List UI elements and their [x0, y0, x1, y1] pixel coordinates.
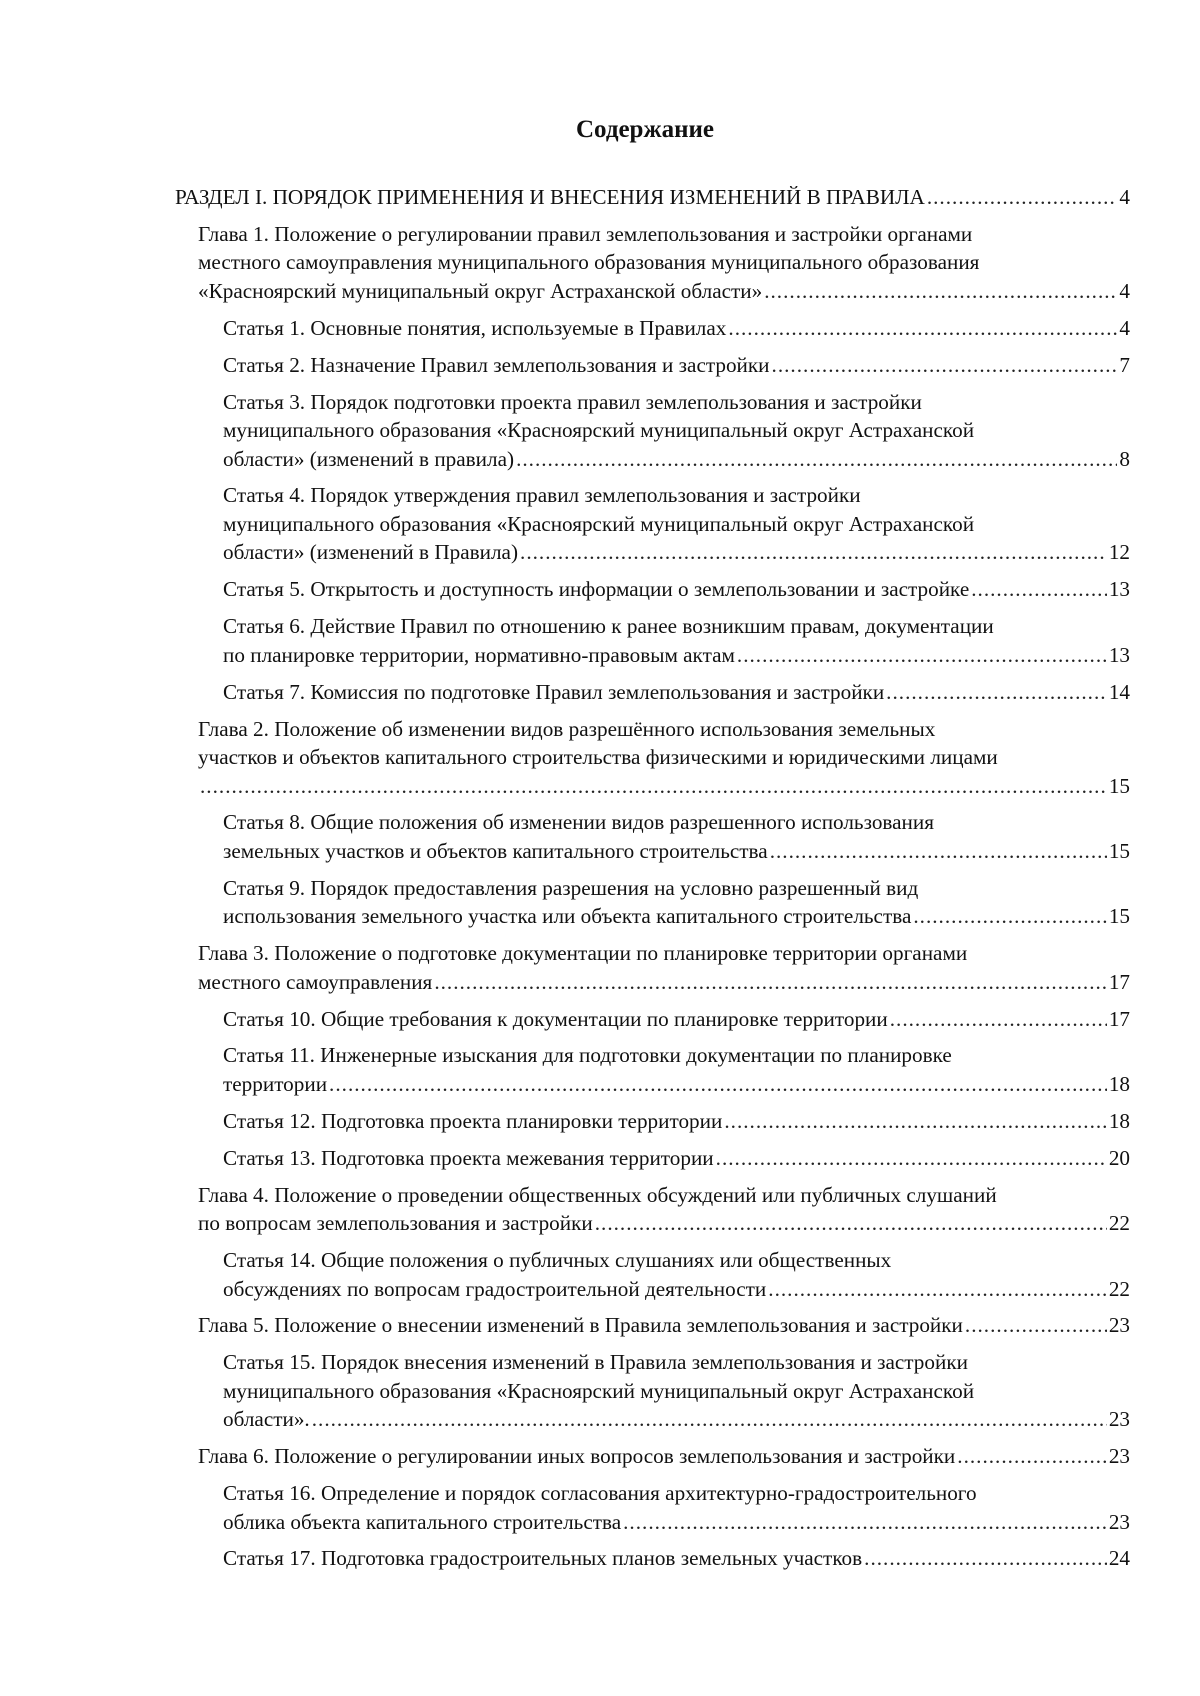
toc-entry-last-line: [223, 1508, 1130, 1537]
dot-leader: [312, 1405, 1107, 1434]
dot-leader: [890, 1005, 1107, 1034]
toc-entry-last-line: [223, 902, 1130, 931]
toc-entry-line: Статья 16. Определение и порядок согласования архитектурно-градостроительного: [223, 1481, 977, 1506]
toc-article-entry[interactable]: [223, 388, 1130, 474]
dot-leader: [764, 277, 1117, 306]
dot-leader: [329, 1070, 1107, 1099]
toc-entry-text: обсуждениях по вопросам градостроительной деятельности: [223, 1276, 767, 1301]
toc-page-number: 15: [1108, 773, 1130, 798]
toc-title: Содержание: [575, 116, 714, 143]
toc-entry-line: Глава 3. Положение о подготовке документации по планировке территории органами: [198, 941, 968, 966]
toc-chapter-entry[interactable]: [198, 1311, 1130, 1340]
dot-leader: [724, 1107, 1106, 1136]
dot-leader: [716, 1144, 1107, 1173]
toc-page-number: 18: [1108, 1108, 1130, 1133]
toc-article-entry[interactable]: [223, 1479, 1130, 1536]
toc-chapter-entry[interactable]: [198, 715, 1130, 801]
toc-entry-line: Глава 2. Положение об изменении видов разрешённого использования земельных: [198, 716, 936, 741]
toc-entry-text: РАЗДЕЛ I. ПОРЯДОК ПРИМЕНЕНИЯ И ВНЕСЕНИЯ ИЗМЕНЕНИЙ В ПРАВИЛА: [175, 185, 925, 209]
toc-entry-last-line: [223, 1405, 1130, 1434]
toc-page-number: 22: [1108, 1211, 1130, 1236]
dot-leader: [728, 314, 1117, 343]
dot-leader: [886, 678, 1107, 707]
dot-leader: [520, 538, 1107, 567]
toc-entry-text: Статья 13. Подготовка проекта межевания территории: [223, 1145, 714, 1170]
dot-leader: [768, 1275, 1107, 1304]
toc-entry-last-line: [223, 641, 1130, 670]
toc-article-entry[interactable]: [223, 1144, 1130, 1173]
toc-page-number: 23: [1108, 1407, 1130, 1432]
toc-entry-line: муниципального образования «Красноярский муниципальный округ Астраханской: [223, 1378, 975, 1403]
toc-article-entry[interactable]: [223, 314, 1130, 343]
toc-entry-line: участков и объектов капитального строительства физическими и юридическими лицами: [198, 745, 998, 770]
toc-article-entry[interactable]: [223, 678, 1130, 707]
toc-entry-last-line: [223, 351, 1130, 380]
toc-entry-line: местного самоуправления муниципального образования муниципального образования: [198, 250, 980, 275]
toc-article-entry[interactable]: [223, 1107, 1130, 1136]
table-of-contents: [0, 183, 1200, 1581]
toc-chapter-entry[interactable]: [198, 220, 1130, 306]
toc-entry-text: облика объекта капитального строительства: [223, 1509, 622, 1534]
toc-entry-last-line: [223, 1275, 1130, 1304]
toc-entry-text: территории: [223, 1071, 328, 1096]
toc-page-number: 17: [1108, 969, 1130, 994]
toc-article-entry[interactable]: [223, 1041, 1130, 1098]
dot-leader: [957, 1442, 1107, 1471]
toc-entry-text: Статья 1. Основные понятия, используемые в Правилах: [223, 315, 727, 340]
toc-page-number: 15: [1108, 838, 1130, 863]
toc-entry-line: Статья 4. Порядок утверждения правил землепользования и застройки: [223, 483, 861, 508]
toc-entry-text: использования земельного участка или объекта капитального строительства: [223, 904, 912, 929]
toc-entry-last-line: [223, 1144, 1130, 1173]
toc-article-entry[interactable]: [223, 575, 1130, 604]
toc-entry-last-line: [223, 1544, 1130, 1573]
dot-leader: [913, 902, 1106, 931]
dot-leader: [864, 1544, 1107, 1573]
toc-entry-text: по вопросам землепользования и застройки: [198, 1211, 593, 1236]
toc-article-entry[interactable]: [223, 808, 1130, 865]
toc-page-number: 13: [1108, 577, 1130, 602]
toc-page-number: 23: [1108, 1509, 1130, 1534]
toc-page-number: 13: [1108, 642, 1130, 667]
toc-entry-text: Статья 5. Открытость и доступность информации о землепользовании и застройке: [223, 577, 970, 602]
toc-entry-last-line: [223, 1070, 1130, 1099]
dot-leader: [595, 1209, 1107, 1238]
dot-leader: [516, 445, 1117, 474]
toc-page-number: 24: [1108, 1546, 1130, 1571]
toc-entry-last-line: [223, 445, 1130, 474]
toc-page-number: 4: [1119, 278, 1130, 303]
toc-article-entry[interactable]: [223, 351, 1130, 380]
toc-entry-line: муниципального образования «Красноярский муниципальный округ Астраханской: [223, 418, 975, 443]
toc-entry-line: Статья 15. Порядок внесения изменений в Правила землепользования и застройки: [223, 1350, 968, 1375]
toc-article-entry[interactable]: [223, 1005, 1130, 1034]
toc-entry-last-line: [223, 538, 1130, 567]
toc-page-number: 4: [1119, 185, 1130, 209]
toc-entry-line: Статья 8. Общие положения об изменении видов разрешенного использования: [223, 810, 934, 835]
toc-entry-last-line: [198, 968, 1130, 997]
toc-entry-line: Глава 4. Положение о проведении общественных обсуждений или публичных слушаний: [198, 1182, 997, 1207]
toc-article-entry[interactable]: [223, 874, 1130, 931]
toc-entry-last-line: [198, 1442, 1130, 1471]
toc-entry-text: Глава 5. Положение о внесении изменений в Правила землепользования и застройки: [198, 1313, 963, 1338]
dot-leader: [623, 1508, 1107, 1537]
toc-article-entry[interactable]: [223, 1348, 1130, 1434]
toc-entry-text: области» (изменений в Правила): [223, 540, 519, 565]
toc-page-number: 12: [1108, 540, 1130, 565]
toc-article-entry[interactable]: [223, 612, 1130, 669]
toc-section-entry[interactable]: [175, 183, 1130, 212]
toc-page-number: 4: [1119, 315, 1130, 340]
toc-entry-last-line: [175, 183, 1130, 212]
toc-entry-text: «Красноярский муниципальный округ Астраханской области»: [198, 278, 763, 303]
toc-entry-last-line: [198, 277, 1130, 306]
toc-entry-last-line: [198, 1311, 1130, 1340]
toc-entry-text: Статья 10. Общие требования к документации по планировке территории: [223, 1006, 888, 1031]
toc-entry-text: по планировке территории, нормативно-правовым актам: [223, 642, 735, 667]
toc-entry-last-line: [198, 1209, 1130, 1238]
toc-entry-text: Статья 7. Комиссия по подготовке Правил землепользования и застройки: [223, 679, 885, 704]
dot-leader: [200, 772, 1107, 801]
toc-page-number: 7: [1119, 352, 1130, 377]
toc-entry-line: Глава 1. Положение о регулировании правил землепользования и застройки органами: [198, 221, 973, 246]
toc-page-number: 22: [1108, 1276, 1130, 1301]
toc-article-entry[interactable]: [223, 1544, 1130, 1573]
toc-page-number: 15: [1108, 904, 1130, 929]
toc-entry-last-line: [223, 314, 1130, 343]
toc-article-entry[interactable]: [223, 481, 1130, 567]
toc-entry-text: области».: [223, 1407, 310, 1432]
dot-leader: [927, 183, 1118, 212]
toc-entry-text: Глава 6. Положение о регулировании иных вопросов землепользования и застройки: [198, 1444, 956, 1469]
toc-entry-line: Статья 11. Инженерные изыскания для подготовки документации по планировке: [223, 1043, 952, 1068]
toc-entry-last-line: [223, 678, 1130, 707]
dot-leader: [770, 837, 1107, 866]
toc-page-number: 23: [1108, 1444, 1130, 1469]
toc-page-number: 20: [1108, 1145, 1130, 1170]
toc-entry-line: Статья 3. Порядок подготовки проекта правил землепользования и застройки: [223, 389, 922, 414]
toc-entry-line: Статья 14. Общие положения о публичных слушаниях или общественных: [223, 1248, 892, 1273]
dot-leader: [737, 641, 1107, 670]
toc-entry-last-line: [223, 837, 1130, 866]
toc-entry-text: Статья 2. Назначение Правил землепользования и застройки: [223, 352, 770, 377]
toc-entry-text: местного самоуправления: [198, 969, 433, 994]
toc-entry-last-line: [223, 575, 1130, 604]
toc-chapter-entry[interactable]: [198, 939, 1130, 996]
toc-page-number: 8: [1119, 446, 1130, 471]
dot-leader: [772, 351, 1118, 380]
toc-entry-text: Статья 12. Подготовка проекта планировки территории: [223, 1108, 723, 1133]
toc-entry-line: Статья 9. Порядок предоставления разрешения на условно разрешенный вид: [223, 875, 919, 900]
toc-chapter-entry[interactable]: [198, 1181, 1130, 1238]
toc-page-number: 17: [1108, 1006, 1130, 1031]
toc-page-number: 18: [1108, 1071, 1130, 1096]
toc-entry-line: Статья 6. Действие Правил по отношению к ранее возникшим правам, документации: [223, 614, 994, 639]
toc-page-number: 14: [1108, 679, 1130, 704]
toc-entry-last-line: [223, 1107, 1130, 1136]
toc-entry-text: области» (изменений в правила): [223, 446, 515, 471]
toc-entry-line: муниципального образования «Красноярский муниципальный округ Астраханской: [223, 511, 975, 536]
toc-page-number: 23: [1108, 1313, 1130, 1338]
toc-entry-text: Статья 17. Подготовка градостроительных планов земельных участков: [223, 1546, 863, 1571]
dot-leader: [971, 575, 1107, 604]
dot-leader: [965, 1311, 1107, 1340]
toc-entry-last-line: [198, 772, 1130, 801]
toc-entry-last-line: [223, 1005, 1130, 1034]
toc-chapter-entry[interactable]: [198, 1442, 1130, 1471]
toc-entry-text: земельных участков и объектов капитального строительства: [223, 838, 768, 863]
toc-article-entry[interactable]: [223, 1246, 1130, 1303]
dot-leader: [434, 968, 1107, 997]
